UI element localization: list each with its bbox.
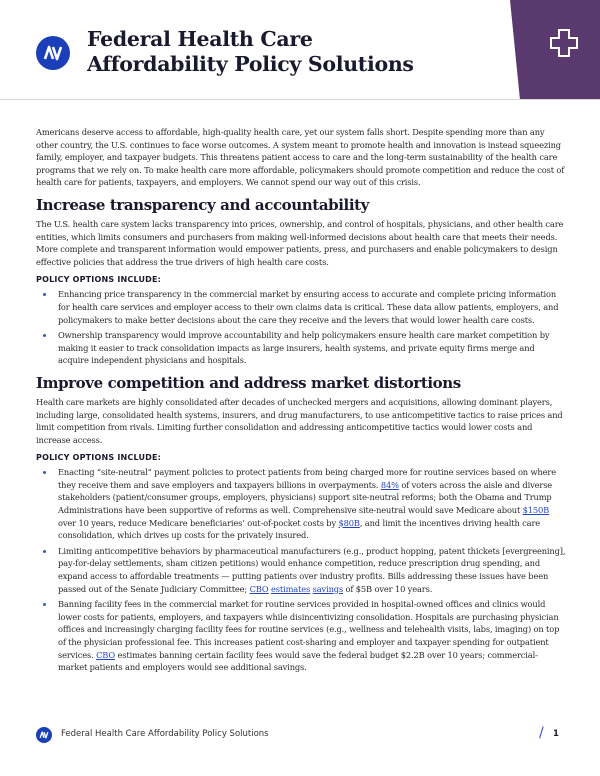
main-content <box>36 126 566 677</box>
list-item: Enhancing price transparency in the commercial market by ensuring access to accurate and complete pricing information for health care services and employer access to their own claims data is critical. These data allow patients, employers, and policymakers to make better decisions about the care they receive and the levers that would lower health care costs. <box>36 288 566 326</box>
av-logo-icon <box>36 36 70 70</box>
list-item: Banning facility fees in the commercial market for routine services provided in hospital-owned offices and clinics would lower costs for patients, employers, and taxpayers while disincentivizing consolidation. Hospitals are purchasing physician offices and increasingly charging facility fees for routine services (e.g., wellness and telehealth visits, labs, imaging) on top of the physician professional fee. This increases patient cost-sharing and employer and taxpayer spending for outpatient services. CBO estimates banning certain facility fees would save the federal budget $2.2B over 10 years; commercial-market patients and employers would see additional savings. <box>36 598 566 674</box>
footer <box>0 725 600 745</box>
savings-link[interactable]: savings <box>312 583 344 594</box>
section-body-transparency: The U.S. health care system lacks transparency into prices, ownership, and control of hospitals, physicians, and other health care entities, which limits consumers and purchasers from making well-informed decisions about health care that meets their needs. More complete and transparent information would empower patients, press, and purchasers and enable policymakers to design effective policies that address the true drivers of high health care costs. <box>36 218 564 267</box>
footer-av-logo-icon <box>36 727 52 743</box>
policy-options-label: POLICY OPTIONS INCLUDE: <box>36 275 162 285</box>
header <box>0 0 600 100</box>
list-item: Limiting anticompetitive behaviors by pharmaceutical manufacturers (e.g., product hopping, patent thickets [evergreening], pay-for-delay settlements, sham citizen petitions) would enhance competition, reduce prescription drug spending, and expand access to affordable treatments — putting patients over industry profits. Bills addressing these issues have been passed out of the Senate Judiciary Committee; CBO estimates savings of $5B over 10 years. <box>36 545 566 595</box>
section-body-competition: Health care markets are highly consolidated after decades of unchecked mergers and acquisitions, allowing dominant players, including large, consolidated health systems, insurers, and drug manufacturers, to use anticompetitive tactics to raise prices and limit competition from rivals. Limiting further consolidation and addressing anticompetitive tactics would lower costs and increase access. <box>36 396 563 445</box>
section-heading-competition: Improve competition and address market distortions <box>36 373 461 392</box>
footer-title: Federal Health Care Affordability Policy Solutions <box>61 729 269 739</box>
page-number: 1 <box>553 729 559 739</box>
section-heading-transparency: Increase transparency and accountability <box>36 195 369 214</box>
title-line-2: Affordability Policy Solutions <box>87 52 414 76</box>
header-divider <box>0 99 600 100</box>
medicare-150b-link[interactable]: $150B <box>522 505 550 516</box>
estimates-link[interactable]: estimates <box>271 583 311 594</box>
policy-list-competition <box>36 466 566 674</box>
title-line-1: Federal Health Care <box>87 27 313 51</box>
list-item: Enacting “site-neutral” payment policies to protect patients from being charged more for routine services based on where they receive them and save employers and taxpayers billions in overpayments. 84% of voters across the aisle and diverse stakeholders (patient/consumer groups, employers, physicians) support site-neutral reforms; both the Obama and Trump Administrations have been supportive of reforms as well. Comprehensive site-neutral would save Medicare about $150B over 10 years, reduce Medicare beneficiaries’ out-of-pocket costs by $80B, and limit the incentives driving health care consolidation, which drives up costs for the privately insured. <box>36 466 566 542</box>
medical-cross-icon <box>480 0 600 100</box>
cbo-facility-link[interactable]: CBO <box>96 649 116 660</box>
cbo-link[interactable]: CBO <box>249 583 269 594</box>
policy-options-label: POLICY OPTIONS INCLUDE: <box>36 453 162 463</box>
oop-80b-link[interactable]: $80B <box>338 517 360 528</box>
intro-paragraph: Americans deserve access to affordable, high-quality health care, yet our system falls short. Despite spending more than any other country, the U.S. continues to face worse outcomes. A system meant to promote health and innovation is instead squeezing family, employer, and taxpayer budgets. This threatens patient access to care and the long-term sustainability of the health care programs that we rely on. To make health care more affordable, policymakers should promote competition and reduce the cost of health care for patients, taxpayers, and employers. We cannot spend our way out of this crisis. <box>36 127 565 188</box>
page-title <box>87 27 414 77</box>
voters-84-link[interactable]: 84% <box>380 479 399 490</box>
list-item: Ownership transparency would improve accountability and help policymakers ensure health care market competition by making it easier to track consolidation impacts as large insurers, health systems, and private equity firms merge and acquire independent physicians and hospitals. <box>36 329 566 367</box>
footer-slash: / <box>539 725 544 741</box>
policy-list-transparency <box>36 288 566 367</box>
